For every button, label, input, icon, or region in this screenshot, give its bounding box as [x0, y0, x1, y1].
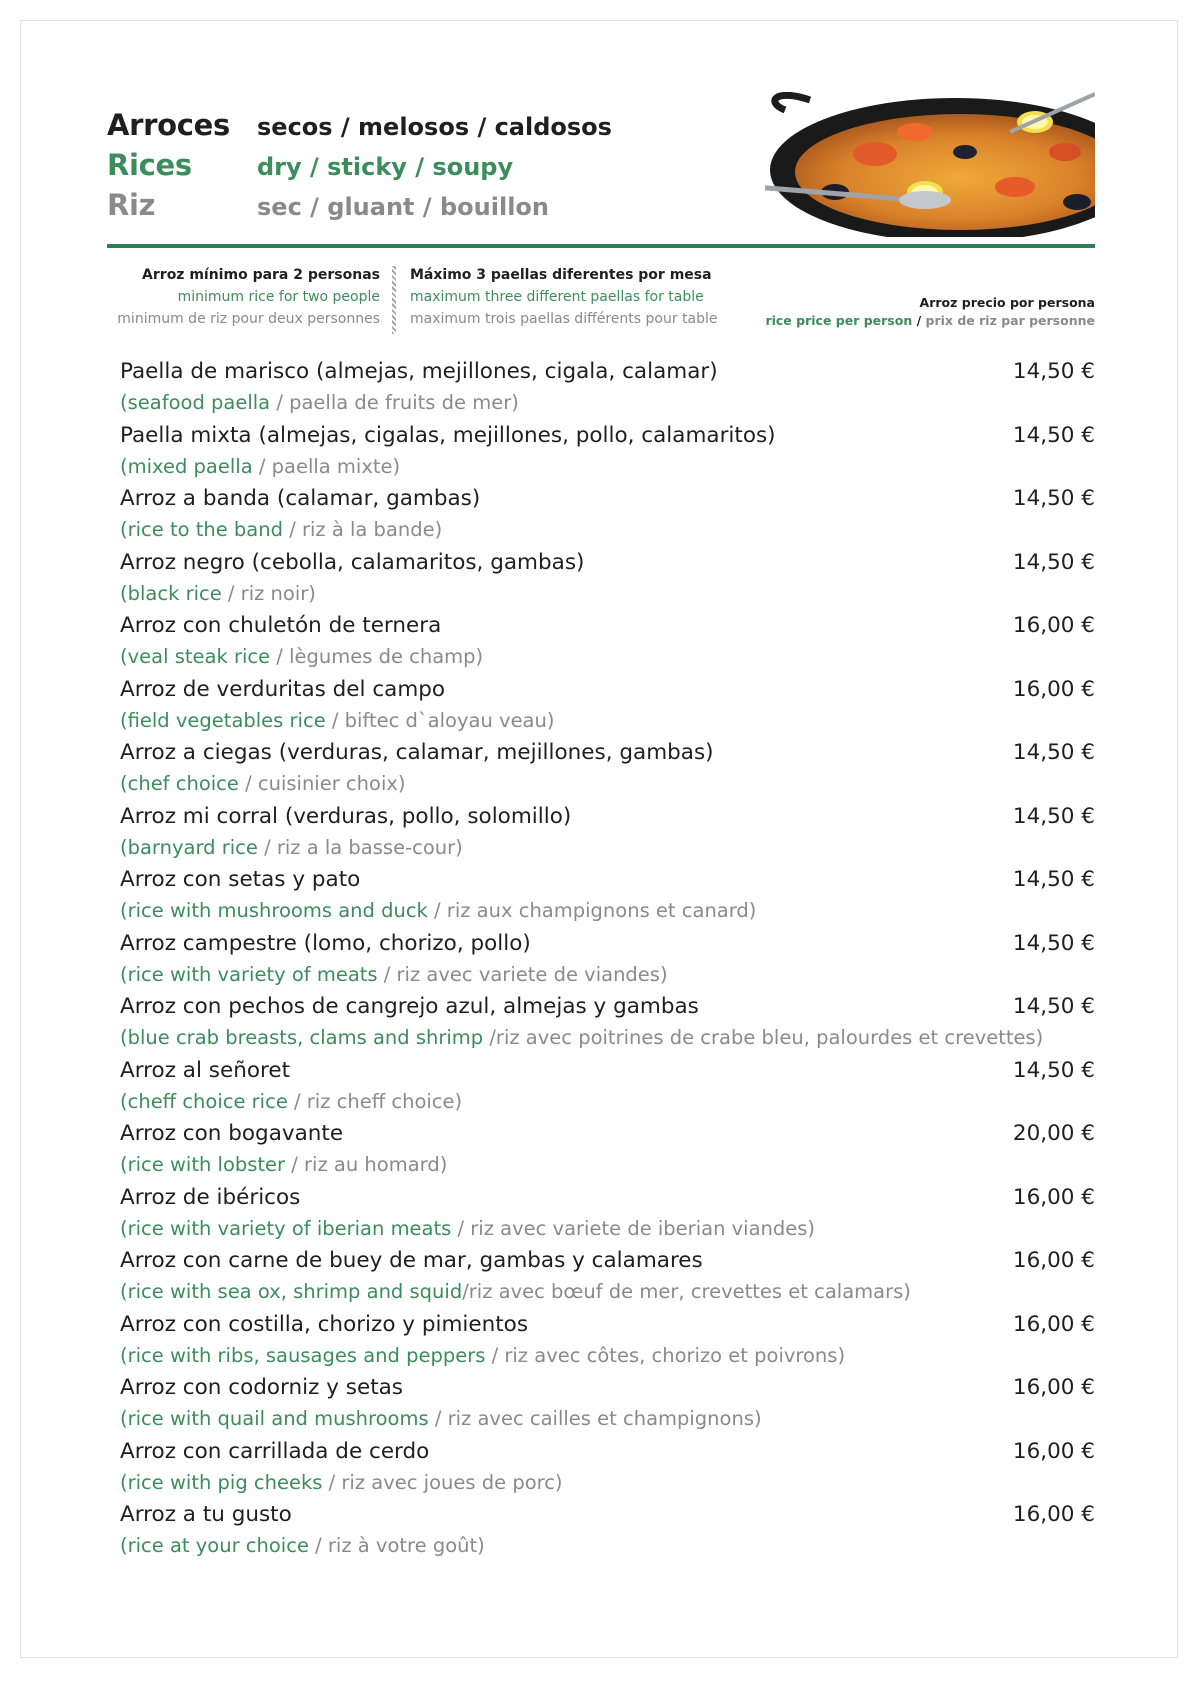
item-english: (rice with pig cheeks — [120, 1470, 323, 1494]
item-translation — [120, 518, 442, 541]
menu-item — [120, 1119, 1095, 1183]
item-name: Arroz al señoret — [120, 1057, 291, 1083]
header-row-spanish — [107, 108, 612, 148]
price-per-person-note — [765, 294, 1095, 330]
menu-item — [120, 1373, 1095, 1437]
price-note-french: prix de riz par personne — [925, 313, 1095, 328]
item-translation — [120, 836, 463, 859]
item-name: Arroz con bogavante — [120, 1121, 344, 1146]
item-name: Arroz a ciegas (verduras, calamar, mejillones, gambas) — [120, 740, 714, 765]
item-price: 14,50 € — [1012, 994, 1095, 1019]
item-translation — [120, 1407, 762, 1430]
item-french: / riz avec cailles et champignons) — [428, 1407, 762, 1430]
item-name: Arroz con carrillada de cerdo — [120, 1438, 430, 1464]
item-translation — [120, 1280, 911, 1303]
item-price: 16,00 € — [1012, 1375, 1095, 1400]
paella-pan-image — [765, 92, 1095, 237]
menu-item — [120, 1310, 1095, 1374]
item-french: / cuisinier choix) — [238, 772, 406, 795]
menu-item — [120, 929, 1095, 993]
item-english: (rice to the band — [120, 518, 283, 541]
rice-menu-list — [120, 357, 1095, 1564]
item-price: 14,50 € — [1012, 1057, 1095, 1083]
item-name: Paella mixta (almejas, cigalas, mejillones, pollo, calamaritos) — [120, 422, 776, 448]
item-english: (black rice — [120, 581, 222, 605]
item-french: / riz avec variete de iberian viandes) — [451, 1216, 816, 1240]
item-english: (rice with sea ox, shrimp and squid — [120, 1280, 463, 1303]
notes-separator — [392, 266, 396, 334]
item-french: / riz avec variete de viandes) — [377, 962, 668, 986]
item-french: / riz noir) — [221, 581, 316, 605]
item-french: / riz cheff choice) — [287, 1089, 463, 1113]
item-translation — [120, 1344, 845, 1367]
header-title-spanish: Arroces — [107, 108, 230, 142]
item-english: (rice with variety of meats — [120, 962, 378, 986]
item-translation — [120, 645, 483, 668]
item-french: / riz avec côtes, chorizo et poivrons) — [485, 1343, 846, 1367]
item-translation — [120, 1534, 485, 1557]
item-english: (rice with lobster — [120, 1153, 286, 1176]
header-row-french — [107, 188, 612, 228]
menu-item — [120, 675, 1095, 739]
price-note-spanish: Arroz precio por persona — [919, 295, 1095, 310]
minimum-rice-note — [100, 264, 380, 330]
minimum-note-spanish: Arroz mínimo para 2 personas — [142, 267, 380, 283]
item-french: /riz avec poitrines de crabe bleu, palourdes et crevettes) — [483, 1026, 1044, 1049]
item-price: 16,00 € — [1012, 1184, 1095, 1210]
menu-item — [120, 992, 1095, 1056]
item-price: 16,00 € — [1012, 613, 1095, 638]
item-price: 14,50 € — [1012, 867, 1095, 892]
item-translation — [120, 772, 406, 795]
item-name: Arroz con codorniz y setas — [120, 1375, 403, 1400]
item-french: / biftec d`aloyau veau) — [325, 708, 555, 732]
price-note-translations — [765, 312, 1095, 330]
item-english: (rice with variety of iberian meats — [120, 1216, 452, 1240]
menu-item — [120, 357, 1095, 421]
item-price: 14,50 € — [1012, 930, 1095, 956]
item-french: /riz avec bœuf de mer, crevettes et calamars) — [462, 1280, 911, 1303]
header-row-english — [107, 148, 612, 188]
item-price: 14,50 € — [1012, 740, 1095, 765]
item-english: (field vegetables rice — [120, 708, 326, 732]
item-price: 16,00 € — [1012, 1502, 1095, 1527]
menu-item — [120, 738, 1095, 802]
item-english: (chef choice — [120, 772, 239, 795]
minimum-note-english: minimum rice for two people — [177, 289, 380, 305]
item-name: Arroz a tu gusto — [120, 1502, 292, 1527]
header-subtitle-english: dry / sticky / soupy — [257, 153, 514, 181]
item-translation — [120, 1153, 447, 1176]
item-price: 14,50 € — [1012, 422, 1095, 448]
header-title-french: Riz — [107, 188, 156, 222]
maximum-note-spanish: Máximo 3 paellas diferentes por mesa — [410, 267, 712, 283]
menu-header — [107, 108, 612, 228]
item-translation — [120, 455, 400, 478]
item-translation — [120, 1090, 462, 1113]
price-note-separator: / — [912, 313, 926, 328]
item-translation — [120, 899, 756, 922]
item-english: (blue crab breasts, clams and shrimp — [120, 1026, 484, 1049]
item-translation — [120, 582, 316, 605]
item-name: Paella de marisco (almejas, mejillones, cigala, calamar) — [120, 359, 718, 384]
item-name: Arroz con setas y pato — [120, 867, 361, 892]
item-translation — [120, 1471, 563, 1494]
item-name: Arroz campestre (lomo, chorizo, pollo) — [120, 930, 531, 956]
item-price: 14,50 € — [1012, 486, 1095, 511]
item-translation — [120, 709, 554, 732]
item-english: (rice at your choice — [120, 1534, 309, 1557]
item-name: Arroz con costilla, chorizo y pimientos — [120, 1311, 529, 1337]
item-price: 14,50 € — [1012, 803, 1095, 829]
item-price: 16,00 € — [1012, 1438, 1095, 1464]
item-english: (seafood paella — [120, 391, 271, 414]
item-translation — [120, 391, 519, 414]
item-english: (rice with mushrooms and duck — [120, 899, 428, 922]
item-translation — [120, 963, 668, 986]
item-french: / riz à la bande) — [283, 518, 443, 541]
item-english: (barnyard rice — [120, 835, 258, 859]
menu-item — [120, 1183, 1095, 1247]
maximum-paellas-note — [410, 264, 750, 330]
item-price: 14,50 € — [1012, 549, 1095, 575]
menu-item — [120, 1500, 1095, 1564]
menu-item — [120, 1056, 1095, 1120]
menu-item — [120, 1437, 1095, 1501]
item-name: Arroz con carne de buey de mar, gambas y calamares — [120, 1248, 703, 1273]
item-name: Arroz mi corral (verduras, pollo, solomillo) — [120, 803, 572, 829]
menu-item — [120, 611, 1095, 675]
minimum-note-french: minimum de riz pour deux personnes — [117, 311, 380, 327]
item-english: (rice with quail and mushrooms — [120, 1407, 429, 1430]
item-translation — [120, 1026, 1043, 1049]
item-price: 16,00 € — [1012, 1248, 1095, 1273]
item-name: Arroz de ibéricos — [120, 1184, 301, 1210]
item-french: / riz à votre goût) — [308, 1534, 485, 1557]
menu-item — [120, 802, 1095, 866]
header-title-english: Rices — [107, 148, 192, 182]
item-french: / paella mixte) — [252, 454, 401, 478]
header-subtitle-spanish: secos / melosos / caldosos — [257, 113, 612, 141]
item-french: / riz avec joues de porc) — [322, 1470, 563, 1494]
price-note-english: rice price per person — [765, 313, 913, 328]
item-english: (veal steak rice — [120, 645, 271, 668]
maximum-note-french: maximum trois paellas différents pour table — [410, 311, 718, 327]
item-price: 20,00 € — [1012, 1121, 1095, 1146]
item-translation — [120, 1217, 815, 1240]
item-french: / riz au homard) — [285, 1153, 448, 1176]
item-name: Arroz a banda (calamar, gambas) — [120, 486, 481, 511]
menu-item — [120, 548, 1095, 612]
item-name: Arroz de verduritas del campo — [120, 676, 446, 702]
item-french: / lègumes de champ) — [270, 645, 484, 668]
item-french: / riz aux champignons et canard) — [427, 899, 757, 922]
maximum-note-english: maximum three different paellas for table — [410, 289, 704, 305]
header-divider — [107, 244, 1095, 248]
item-french: / riz a la basse-cour) — [257, 835, 463, 859]
item-name: Arroz con pechos de cangrejo azul, almejas y gambas — [120, 994, 699, 1019]
item-english: (cheff choice rice — [120, 1089, 288, 1113]
item-price: 16,00 € — [1012, 676, 1095, 702]
menu-item — [120, 484, 1095, 548]
item-french: / paella de fruits de mer) — [270, 391, 519, 414]
item-name: Arroz con chuletón de ternera — [120, 613, 442, 638]
item-english: (mixed paella — [120, 454, 253, 478]
menu-item — [120, 1246, 1095, 1310]
menu-item — [120, 865, 1095, 929]
item-name: Arroz negro (cebolla, calamaritos, gambas) — [120, 549, 585, 575]
item-english: (rice with ribs, sausages and peppers — [120, 1343, 486, 1367]
menu-item — [120, 421, 1095, 485]
item-price: 14,50 € — [1012, 359, 1095, 384]
item-price: 16,00 € — [1012, 1311, 1095, 1337]
header-subtitle-french: sec / gluant / bouillon — [257, 193, 549, 221]
